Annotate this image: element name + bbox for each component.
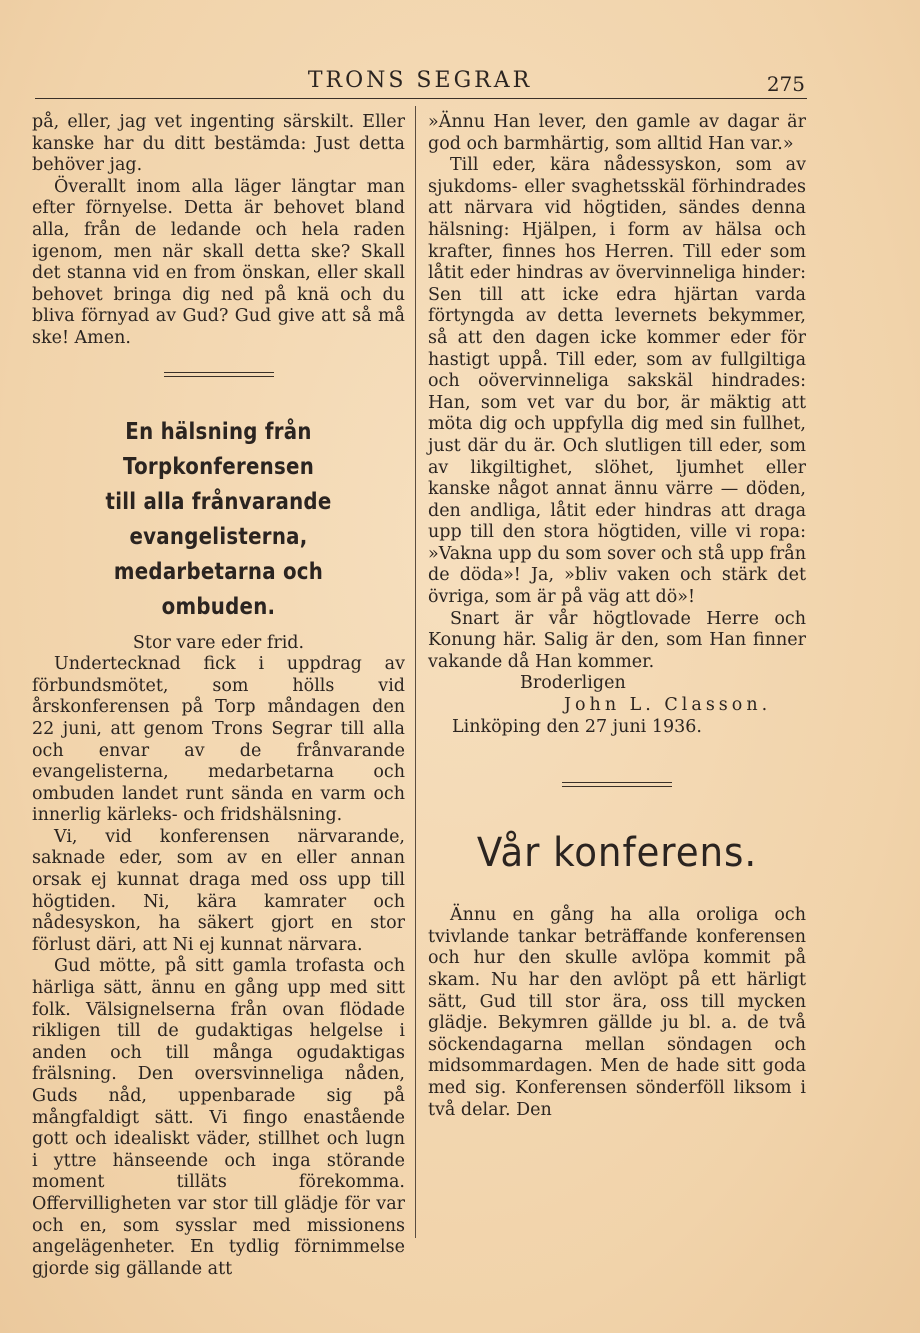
headline-line: medarbetarna och ombuden. [113,558,324,620]
paragraph: på, eller, jag vet ingenting särskilt. Eller kanske har du ditt bestämda: Just detta behöver jag. [32,112,405,176]
closing: Broderligen [520,673,626,694]
left-column [32,112,405,1279]
paragraph: Vi, vid konferensen närvarande, saknade eder, som av en eller annan orsak ej kunnat draga med oss upp till högtiden. Ni, kära kamrater och nådesyskon, ha säkert gjort en stor förlust däri, att Ni ej kunnat närvara. [32,826,405,955]
paragraph: Överallt inom alla läger längtar man efter förnyelse. Detta är behovet bland alla, från de ledande och hela raden igenom, men när skall detta ske? Skall det stanna vid en from önskan, eller skall behovet bringa dig ned på knä och du bliva förnyad av Gud? Gud give att så må ske! Amen. [32,176,405,348]
right-column [428,112,806,1242]
article-headline [58,415,379,625]
greeting: Stor vare eder frid. [132,632,305,653]
place-date: Linköping den 27 juni 1936. [452,716,702,737]
section-divider [562,782,672,787]
page-number: 275 [766,72,805,96]
paragraph: »Ännu Han lever, den gamle av dagar är god och barmhärtig, som alltid Han var.» [428,112,806,154]
running-head: TRONS SEGRAR [307,68,533,93]
paragraph: Ännu en gång ha alla oroliga och tvivlande tankar beträffande konferensen och hur den skulle avlöpa kommit på skam. Nu har den avlöpt på ett härligt sätt, Gud till stor ära, oss till mycken glädje. Bekymren gällde ju bl. a. de två söckendagarna mellan söndagen och midsommardagen. Men de hade sitt goda med sig. Konferensen sönderföll liksom i två delar. Den [428,905,806,1120]
paragraph: Undertecknad fick i uppdrag av förbundsmötet, som hölls vid årskonferensen på Torp måndagen den 22 juni, att genom Trons Segrar till alla och envar av de frånvarande evangelisterna, medarbetarna och ombuden landet runt sända en varm och innerlig kärleks- och fridshälsning. [32,654,405,826]
article-title: Vår konferens. [476,830,758,877]
headline-line: En hälsning från Torpkonferensen [122,418,315,480]
header-rule [35,98,807,99]
paragraph: Gud mötte, på sitt gamla trofasta och härliga sätt, ännu en gång upp med sitt folk. Välsignelserna från ovan flödade rikligen till de gudaktigas helgelse i anden och till många ogudaktigas frälsning. Den oversvinneliga nåden, Guds nåd, uppenbarade sig på mångfaldigt sätt. Vi fingo enastående gott och idealiskt väder, stillhet och lugn i yttre hänseende och inga störande moment tilläts förekomma. Offervilligheten var stor till glädje för var och en, som sysslar med missionens angelägenheter. En tydlig förnimmelse gjorde sig gällande att [32,956,405,1279]
signature: John L. Classon. [564,695,772,716]
headline-line: till alla frånvarande evangelisterna, [105,488,332,550]
paragraph: Till eder, kära nådessyskon, som av sjukdoms- eller svaghetsskäl förhindrades att närvara vid högtiden, sändes denna hälsning: Hjälpen, i form av hälsa och krafter, finnes hos Herren. Till eder som låtit eder hindras av övervinneliga hinder: Sen till att icke edra hjärtan varda förtyngda av detta levernets bekymmer, så att den dagen icke kommer eder för hastigt uppå. Till eder, som av fullgiltiga och oövervinneliga sakskäl hindrades: Han, som vet var du bor, är mäktig att möta dig och uppfylla dig med sin fullhet, just där du är. Och slutligen till eder, som av likgiltighet, slöhet, ljumhet eller kanske något annat ännu värre — döden, den andliga, låtit eder hindras att draga upp till den stora högtiden, ville vi ropa: »Vakna upp du som sover och stå upp från de döda»! Ja, »bliv vaken och stärk det övriga, som är på väg att dö»! [428,155,806,608]
paragraph: Snart är vår högtlovade Herre och Konung här. Salig är den, som Han finner vakande då Han kommer. [428,608,806,672]
page-header [35,64,805,98]
column-divider [415,106,416,1238]
section-divider [164,372,274,377]
